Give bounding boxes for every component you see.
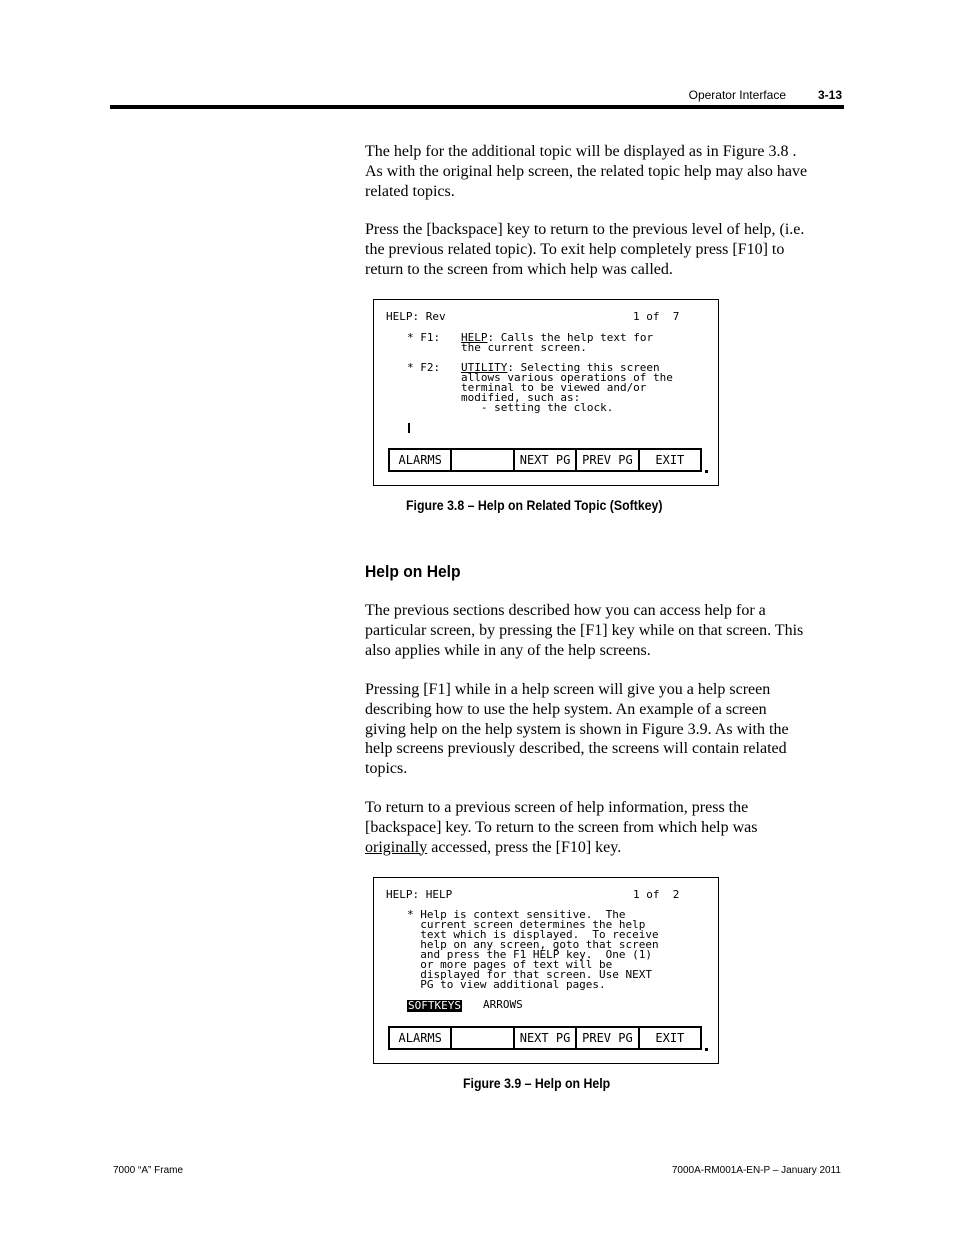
help-text-line: and press the F1 HELP key. One (1) — [407, 948, 653, 961]
text-line: topics. — [365, 760, 408, 778]
softkey-next-page[interactable]: NEXT PG — [515, 1028, 577, 1048]
page-indicator: 1 of 2 — [633, 888, 680, 901]
text-line: To return to a previous screen of help information, press the — [365, 799, 749, 816]
status-dot — [705, 1048, 708, 1051]
paragraph-related-topic — [365, 142, 845, 201]
softkey-bar — [388, 1026, 702, 1050]
footer-product: 7000 “A” Frame — [113, 1165, 184, 1176]
status-dot — [705, 470, 708, 473]
text-line: the previous related topic). To exit help completely press [F10] to — [365, 240, 785, 258]
softkey-prev-page[interactable]: PREV PG — [577, 1028, 639, 1048]
f2-description-line5: - setting the clock. — [461, 401, 614, 414]
text-line: help screens previously described, the screens will contain related — [365, 740, 787, 758]
header-rule — [110, 105, 844, 109]
page-number: 3-13 — [817, 88, 842, 102]
text-line: [backspace] key. To return to the screen from which help was — [365, 818, 758, 836]
softkey-prev-page[interactable]: PREV PG — [577, 450, 639, 470]
text-line: describing how to use the help system. An example of a screen — [365, 700, 767, 718]
screen-title: HELP: Rev — [386, 310, 446, 323]
text-cursor — [408, 423, 410, 433]
help-text-line: PG to view additional pages. — [407, 978, 606, 991]
text-line: originally accessed, press the [F10] key. — [365, 838, 622, 856]
f1-description-line2: the current screen. — [461, 341, 587, 354]
help-text-line: or more pages of text will be — [407, 958, 613, 971]
f2-key-label: * F2: — [407, 361, 441, 374]
figure-3-8-screen — [373, 299, 719, 486]
text-line: Pressing [F1] while in a help screen will give you a help screen — [365, 681, 771, 698]
page-indicator: 1 of 7 — [633, 310, 680, 323]
text-line: Press the [backspace] key to return to the previous level of help, (i.e. — [365, 221, 805, 238]
paragraph-return — [365, 798, 845, 857]
figure-3-9-screen — [373, 877, 719, 1064]
footer-document-id: 7000A-RM001A-EN-P – January 2011 — [671, 1165, 841, 1176]
text-line: return to the screen from which help was called. — [365, 260, 673, 278]
underlined-word: originally — [365, 838, 428, 856]
softkey-blank[interactable] — [452, 450, 514, 470]
paragraph-backspace — [365, 220, 845, 279]
section-heading: Help on Help — [365, 562, 461, 581]
figure-3-9-caption: Figure 3.9 – Help on Help — [463, 1075, 611, 1091]
softkey-next-page[interactable]: NEXT PG — [515, 450, 577, 470]
softkey-exit[interactable]: EXIT — [655, 1031, 685, 1045]
figure-3-8-caption: Figure 3.8 – Help on Related Topic (Softkey) — [406, 497, 663, 513]
page-footer — [0, 1160, 954, 1190]
help-text-line: text which is displayed. To receive — [407, 928, 659, 941]
f1-description: HELP: Calls the help text for — [461, 331, 654, 344]
topic-arrows[interactable]: ARROWS — [483, 998, 523, 1011]
paragraph-previous-sections — [365, 601, 845, 660]
f1-key-label: * F1: — [407, 331, 441, 344]
text-line: The help for the additional topic will be displayed as in Figure 3.8 . — [365, 143, 797, 160]
help-text-line: help on any screen, goto that screen — [407, 938, 659, 951]
topic-softkeys-selected[interactable]: SOFTKEYS — [408, 999, 461, 1012]
text-line: The previous sections described how you can access help for a — [365, 602, 766, 619]
help-text-line: * Help is context sensitive. The — [407, 908, 626, 921]
f2-description-line2: allows various operations of the — [461, 371, 673, 384]
text-line: giving help on the help system is shown in Figure 3.9. As with the — [365, 720, 789, 738]
f2-description-line4: modified, such as: — [461, 391, 581, 404]
text-line: particular screen, by pressing the [F1] key while on that screen. This — [365, 621, 804, 639]
screen-title: HELP: HELP — [386, 888, 453, 901]
text-line: As with the original help screen, the related topic help may also have — [365, 162, 808, 180]
page-header — [0, 0, 954, 112]
softkey-alarms[interactable]: ALARMS — [390, 450, 452, 470]
softkey-alarms[interactable]: ALARMS — [390, 1028, 452, 1048]
section-title: Operator Interface — [688, 88, 786, 102]
paragraph-pressing-f1 — [365, 680, 845, 779]
softkey-bar — [388, 448, 702, 472]
help-text-line: displayed for that screen. Use NEXT — [407, 968, 653, 981]
text-line: also applies while in any of the help screens. — [365, 641, 651, 659]
f2-description: UTILITY: Selecting this screen — [461, 361, 660, 374]
softkey-blank[interactable] — [452, 1028, 514, 1048]
softkey-exit[interactable]: EXIT — [655, 453, 685, 467]
f2-description-line3: terminal to be viewed and/or — [461, 381, 647, 394]
text-line: related topics. — [365, 182, 455, 200]
help-text-line: current screen determines the help — [407, 918, 646, 931]
